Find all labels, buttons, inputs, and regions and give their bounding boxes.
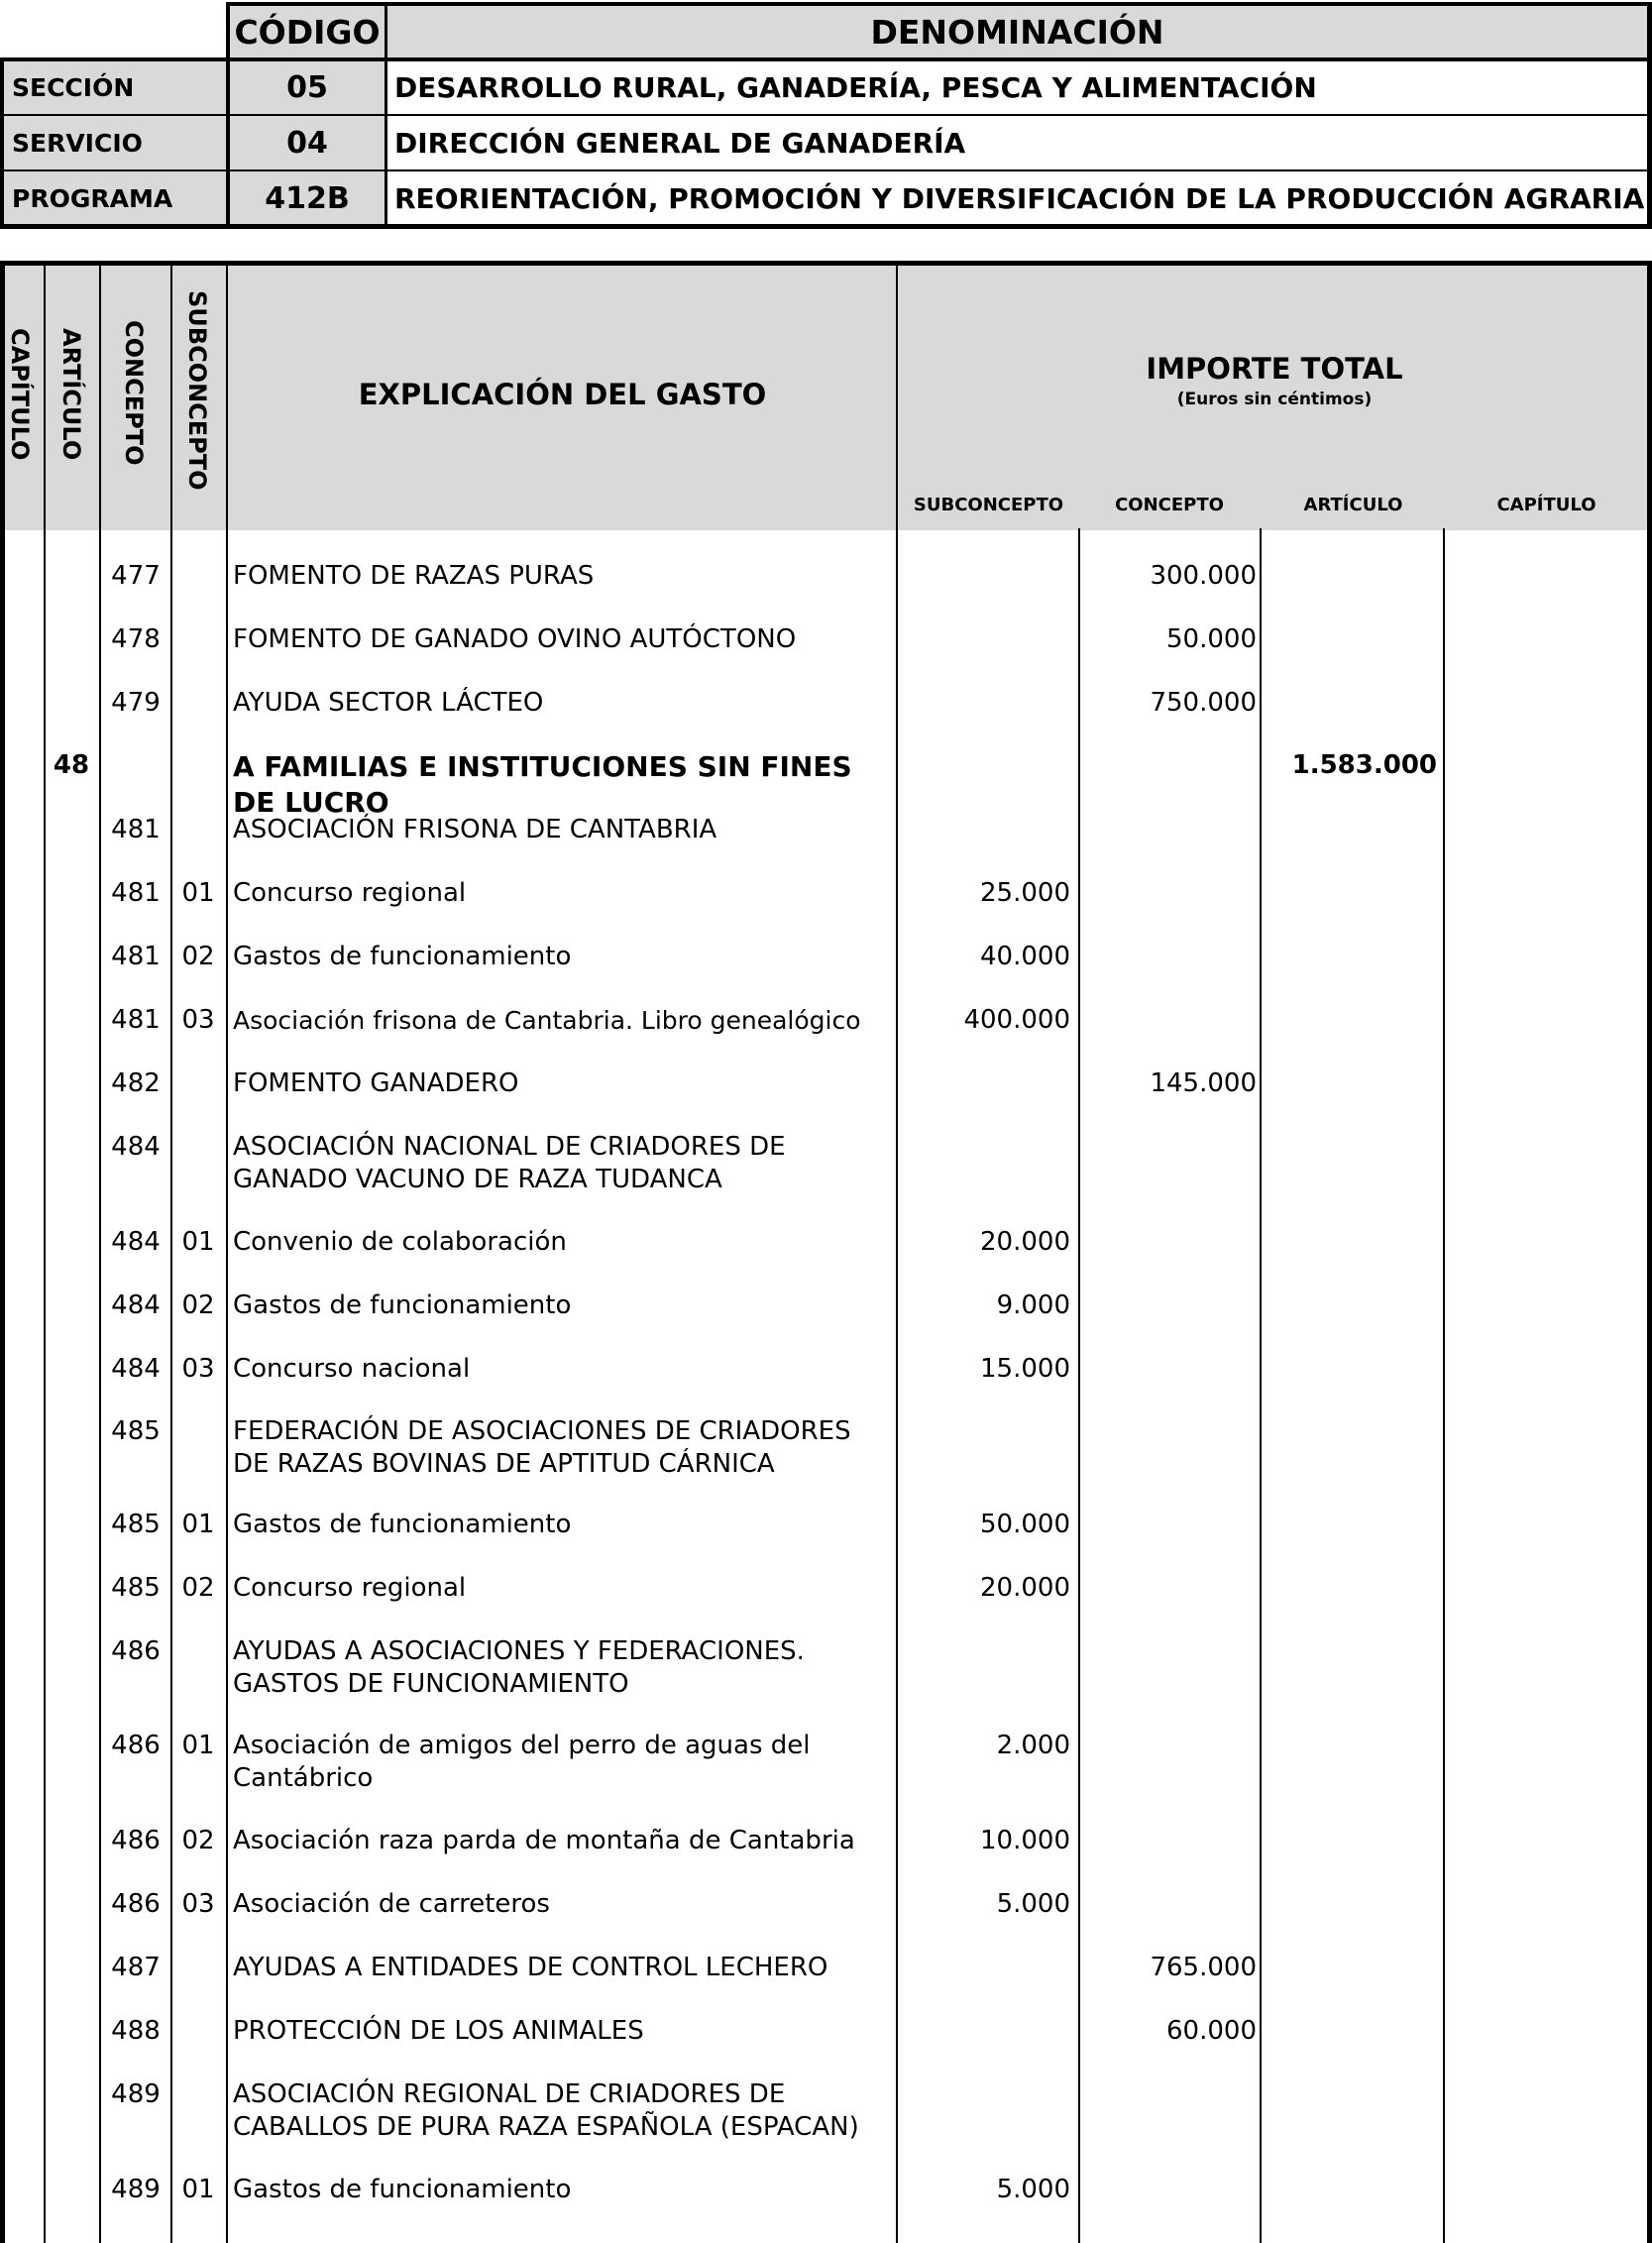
row-value-subconcepto: 5.000 (996, 2175, 1070, 2204)
row-subconcepto: 01 (181, 1227, 215, 1257)
row-description: Concurso nacional (233, 1354, 471, 1384)
table-border (170, 261, 172, 2243)
row-subconcepto: 03 (181, 1354, 215, 1384)
row-concepto: 481 (111, 1005, 161, 1035)
header-border (1647, 2, 1652, 229)
importe-total-subtitle: (Euros sin céntimos) (1176, 390, 1373, 409)
header-border (385, 2, 387, 229)
row-description: Convenio de colaboración (233, 1227, 567, 1257)
subcol-subconcepto: SUBCONCEPTO (913, 495, 1064, 515)
header-label-programa: PROGRAMA (12, 183, 173, 213)
row-concepto: 485 (111, 1416, 161, 1446)
row-description: AYUDA SECTOR LÁCTEO (233, 688, 544, 718)
row-subconcepto: 03 (181, 1005, 215, 1035)
row-articulo: 48 (53, 750, 90, 780)
table-border (1078, 528, 1080, 2243)
row-description: FOMENTO DE GANADO OVINO AUTÓCTONO (233, 624, 797, 654)
row-description: ASOCIACIÓN FRISONA DE CANTABRIA (233, 815, 717, 844)
row-subconcepto: 01 (181, 1731, 215, 1760)
row-value-concepto: 145.000 (1150, 1068, 1257, 1098)
header-border (226, 2, 1651, 6)
header-name-servicio: DIRECCIÓN GENERAL DE GANADERÍA (394, 126, 966, 160)
row-concepto: 484 (111, 1354, 161, 1384)
row-subconcepto: 02 (181, 942, 215, 971)
row-concepto: 486 (111, 1636, 161, 1666)
table-border (1260, 528, 1262, 2243)
row-value-subconcepto: 5.000 (996, 1889, 1070, 1919)
row-description: AYUDAS A ENTIDADES DE CONTROL LECHERO (233, 1953, 828, 1982)
row-concepto: 484 (111, 1132, 161, 1162)
row-subconcepto: 02 (181, 1573, 215, 1603)
col-capitulo-label: CAPÍTULO (6, 328, 34, 461)
row-subconcepto: 02 (181, 1290, 215, 1320)
header-border (0, 224, 1651, 229)
table-border (1647, 261, 1652, 2243)
row-concepto: 481 (111, 878, 161, 908)
row-concepto: 487 (111, 1953, 161, 1982)
row-concepto: 485 (111, 1573, 161, 1603)
header-table (0, 0, 1652, 230)
row-description: ASOCIACIÓN NACIONAL DE CRIADORES DE GANADO VACUNO DE RAZA TUDANCA (233, 1132, 786, 1194)
row-description: A FAMILIAS E INSTITUCIONES SIN FINES DE LUCRO (233, 750, 852, 819)
row-value-concepto: 60.000 (1166, 2016, 1257, 2046)
col-subconcepto-label: SUBCONCEPTO (183, 290, 211, 491)
row-concepto: 486 (111, 1826, 161, 1855)
row-concepto: 479 (111, 688, 161, 718)
header-name-seccion: DESARROLLO RURAL, GANADERÍA, PESCA Y ALIMENTACIÓN (394, 70, 1317, 104)
row-subconcepto: 03 (181, 1889, 215, 1919)
row-subconcepto: 01 (181, 878, 215, 908)
header-code-programa: 412B (265, 180, 350, 216)
table-border (0, 261, 5, 2243)
row-concepto: 482 (111, 1068, 161, 1098)
header-label-seccion: SECCIÓN (12, 72, 135, 102)
row-value-concepto: 300.000 (1150, 561, 1257, 591)
header-border (0, 169, 1651, 171)
row-value-articulo: 1.583.000 (1291, 750, 1437, 780)
row-concepto: 484 (111, 1227, 161, 1257)
row-concepto: 477 (111, 561, 161, 591)
header-name-programa: REORIENTACIÓN, PROMOCIÓN Y DIVERSIFICACIÓN DE LA PRODUCCIÓN AGRARIA (394, 181, 1645, 215)
table-border (1443, 528, 1445, 2243)
row-value-subconcepto: 40.000 (980, 942, 1070, 971)
header-label-servicio: SERVICIO (12, 128, 143, 158)
header-border (0, 57, 1651, 61)
table-border (44, 261, 46, 2243)
budget-table (0, 261, 1652, 2243)
row-subconcepto: 02 (181, 1826, 215, 1855)
subcol-concepto: CONCEPTO (1115, 495, 1224, 515)
row-description: Asociación frisona de Cantabria. Libro genealógico (233, 1006, 861, 1035)
row-concepto: 489 (111, 2175, 161, 2204)
row-description: FEDERACIÓN DE ASOCIACIONES DE CRIADORES DE RAZAS BOVINAS DE APTITUD CÁRNICA (233, 1416, 851, 1479)
row-subconcepto: 01 (181, 2175, 215, 2204)
col-articulo-label: ARTÍCULO (57, 328, 85, 461)
row-concepto: 478 (111, 624, 161, 654)
header-border (226, 2, 230, 229)
row-value-subconcepto: 15.000 (980, 1354, 1070, 1384)
row-concepto: 484 (111, 1290, 161, 1320)
header-code-seccion: 05 (286, 69, 328, 105)
row-concepto: 488 (111, 2016, 161, 2046)
row-concepto: 486 (111, 1889, 161, 1919)
header-col-denominacion: DENOMINACIÓN (870, 12, 1164, 52)
row-concepto: 486 (111, 1731, 161, 1760)
row-value-concepto: 765.000 (1150, 1953, 1257, 1982)
row-value-subconcepto: 2.000 (996, 1731, 1070, 1760)
row-value-subconcepto: 50.000 (980, 1510, 1070, 1539)
row-description: Asociación raza parda de montaña de Cantabria (233, 1826, 855, 1855)
row-concepto: 489 (111, 2079, 161, 2109)
row-value-subconcepto: 10.000 (980, 1826, 1070, 1855)
table-border (0, 261, 1652, 266)
row-description: ASOCIACIÓN REGIONAL DE CRIADORES DE CABALLOS DE PURA RAZA ESPAÑOLA (ESPACAN) (233, 2079, 859, 2142)
header-border (0, 114, 1651, 116)
row-concepto: 481 (111, 815, 161, 844)
row-description: Gastos de funcionamiento (233, 1290, 572, 1320)
row-value-concepto: 50.000 (1166, 624, 1257, 654)
row-value-subconcepto: 400.000 (963, 1005, 1070, 1035)
subcol-articulo: ARTÍCULO (1303, 495, 1403, 515)
importe-total-title: IMPORTE TOTAL (1146, 352, 1403, 386)
row-value-subconcepto: 20.000 (980, 1573, 1070, 1603)
row-value-subconcepto: 9.000 (996, 1290, 1070, 1320)
row-description: FOMENTO GANADERO (233, 1068, 519, 1098)
row-description: Concurso regional (233, 1573, 467, 1603)
row-description: Asociación de carreteros (233, 1889, 550, 1919)
row-description: PROTECCIÓN DE LOS ANIMALES (233, 2016, 644, 2046)
row-description: Asociación de amigos del perro de aguas del Cantábrico (233, 1731, 811, 1793)
row-description: FOMENTO DE RAZAS PURAS (233, 561, 595, 591)
header-border (0, 57, 4, 229)
row-description: Gastos de funcionamiento (233, 942, 572, 971)
subcol-capitulo: CAPÍTULO (1496, 495, 1597, 515)
row-description: AYUDAS A ASOCIACIONES Y FEDERACIONES. GASTOS DE FUNCIONAMIENTO (233, 1636, 805, 1699)
row-description: Gastos de funcionamiento (233, 1510, 572, 1539)
row-value-subconcepto: 25.000 (980, 878, 1070, 908)
row-value-subconcepto: 20.000 (980, 1227, 1070, 1257)
header-col-codigo: CÓDIGO (234, 12, 381, 52)
row-concepto: 485 (111, 1510, 161, 1539)
row-concepto: 481 (111, 942, 161, 971)
row-description: Gastos de funcionamiento (233, 2175, 572, 2204)
table-border (226, 261, 228, 2243)
header-code-servicio: 04 (286, 125, 328, 161)
row-value-concepto: 750.000 (1150, 688, 1257, 718)
col-concepto-label: CONCEPTO (120, 320, 148, 466)
row-description: Concurso regional (233, 878, 467, 908)
col-explicacion-label: EXPLICACIÓN DEL GASTO (358, 378, 767, 411)
row-subconcepto: 01 (181, 1510, 215, 1539)
